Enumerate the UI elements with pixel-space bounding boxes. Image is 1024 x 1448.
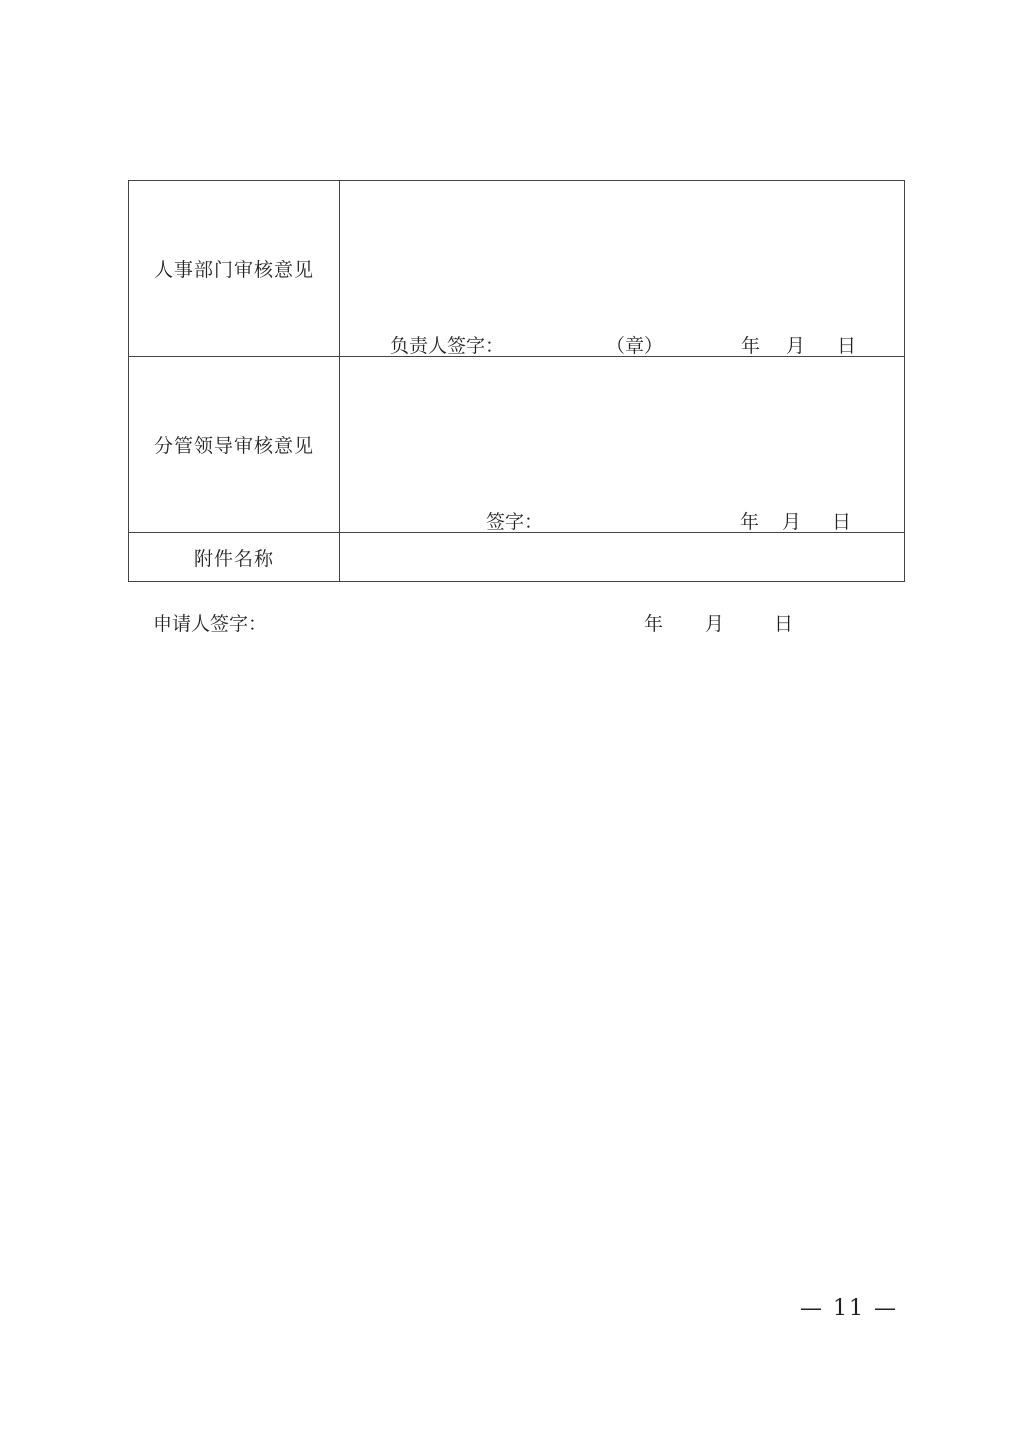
- hr-review-label: 人事部门审核意见: [153, 259, 314, 281]
- leader-review-label-cell: [129, 357, 339, 532]
- attachment-row: [129, 533, 904, 581]
- leader-review-row: [129, 357, 904, 533]
- leader-review-label: 分管领导审核意见: [153, 435, 314, 457]
- leader-review-opinion-cell[interactable]: [340, 357, 904, 532]
- attachment-label-cell: [129, 533, 339, 581]
- hr-year-label: 年: [741, 335, 761, 357]
- approval-form-table: [128, 180, 905, 582]
- hr-month-label: 月: [786, 335, 806, 357]
- hr-review-row: [129, 181, 904, 357]
- hr-day-label: 日: [837, 335, 857, 357]
- hr-review-opinion-cell[interactable]: [340, 181, 904, 356]
- attachment-label: 附件名称: [193, 547, 274, 570]
- applicant-year-label: 年: [644, 613, 664, 635]
- applicant-signer-label: 申请人签字：: [153, 613, 268, 635]
- hr-review-label-cell: [129, 181, 339, 356]
- leader-month-label: 月: [782, 511, 802, 533]
- page-number: — 11 —: [800, 1296, 898, 1321]
- leader-signer-label: 签字：: [486, 511, 544, 533]
- applicant-month-label: 月: [705, 613, 725, 635]
- hr-seal-label: （章）: [606, 335, 664, 357]
- hr-signer-label: 负责人签字：: [390, 335, 505, 357]
- leader-day-label: 日: [832, 511, 852, 533]
- leader-year-label: 年: [740, 511, 760, 533]
- attachment-value-cell[interactable]: [340, 533, 904, 581]
- applicant-day-label: 日: [774, 613, 794, 635]
